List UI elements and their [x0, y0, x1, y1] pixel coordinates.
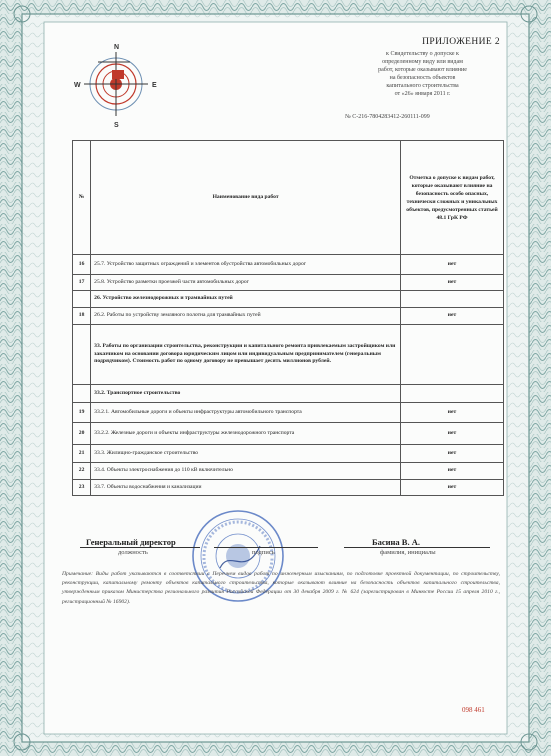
- works-table: [72, 140, 504, 496]
- column-header-number: №: [73, 141, 91, 255]
- row-number: [73, 385, 91, 403]
- table-row: [73, 308, 504, 325]
- row-mark: [401, 385, 504, 403]
- table-row: [73, 275, 504, 291]
- signer-position: Генеральный директор: [86, 537, 176, 547]
- row-number: 17: [73, 275, 91, 291]
- table-row: [73, 403, 504, 423]
- row-text: 33.3. Жилищно-гражданское строительство: [91, 445, 401, 463]
- row-text: 25.7. Устройство защитных ограждений и элементов обустройства автомобильных дорог: [91, 255, 401, 275]
- section-heading: 33. Работы по организации строительства, реконструкции и капитального ремонта привлекаемым застройщиком или заказчиком на основании договора юридическим лицом или индивидуальным предпринимателем (генеральным подрядчиком). Стоимость работ по одному договору не превышает десять миллионов рублей.: [91, 325, 401, 385]
- logo-letter-n: N: [114, 44, 120, 51]
- row-mark: нет: [401, 463, 504, 480]
- row-mark: нет: [401, 403, 504, 423]
- row-mark: [401, 291, 504, 308]
- table-row: [73, 423, 504, 445]
- logo-letter-s: S: [114, 122, 119, 129]
- appendix-note-line: от «26» января 2011 г.: [394, 91, 451, 97]
- table-row: [73, 463, 504, 480]
- signer-name-caption: фамилия, инициалы: [380, 549, 436, 556]
- row-mark: нет: [401, 308, 504, 325]
- table-row: [73, 480, 504, 496]
- table-row: [73, 255, 504, 275]
- appendix-note-line: работ, которые оказывают влияние: [378, 67, 467, 73]
- row-number: 18: [73, 308, 91, 325]
- signature-rule: [214, 547, 318, 548]
- signer-name-rule: [344, 547, 490, 548]
- compass-logo: [68, 40, 164, 130]
- row-number: [73, 325, 91, 385]
- appendix-note-line: определенному виду или видам: [382, 59, 463, 65]
- certificate-number: № С-216-7804283412-260111-099: [345, 114, 430, 120]
- row-number: 22: [73, 463, 91, 480]
- appendix-note: [345, 50, 500, 98]
- table-row: [73, 385, 504, 403]
- row-text: 33.4. Объекты электроснабжения до 110 кВ включительно: [91, 463, 401, 480]
- signer-name: Басина В. А.: [372, 537, 420, 547]
- section-heading: 33.2. Транспортное строительство: [91, 385, 401, 403]
- row-text: 33.7. Объекты водоснабжения и канализации: [91, 480, 401, 496]
- appendix-note-line: к Свидетельству о допуске к: [386, 51, 459, 57]
- row-text: 25.8. Устройство разметки проезжей части автомобильных дорог: [91, 275, 401, 291]
- signature-caption: подпись: [252, 549, 275, 556]
- table-row: [73, 325, 504, 385]
- row-text: 33.2.2. Железные дороги и объекты инфраструктуры железнодорожного транспорта: [91, 423, 401, 445]
- appendix-heading: ПРИЛОЖЕНИЕ 2: [422, 37, 500, 47]
- logo-letter-w: W: [74, 82, 81, 89]
- table-row: [73, 291, 504, 308]
- footnote: Примечание: Виды работ указываются в соответствии с Перечнем видов работ по инженерным изысканиям, по подготовке проектной документации, по строительству, реконструкции, капитальному ремонту объектов капитального строительства, которые оказывают влияние на безопасность объектов капитального строительства, утвержденным приказом Министерства регионального развития Российской Федерации от 30 декабря 2009 г. № 624 (зарегистрирован в Минюсте России 15 апреля 2010 г., регистрационный № 16902).: [62, 571, 500, 605]
- row-number: 21: [73, 445, 91, 463]
- signer-position-caption: должность: [118, 549, 148, 556]
- serial-number: 098 461: [462, 706, 485, 714]
- signer-position-rule: [80, 547, 200, 548]
- appendix-note-line: на безопасность объектов: [389, 75, 456, 81]
- row-text: 26.2. Работы по устройству земляного полотна для трамвайных путей: [91, 308, 401, 325]
- row-number: 20: [73, 423, 91, 445]
- section-heading: 26. Устройство железнодорожных и трамвайных путей: [91, 291, 401, 308]
- logo-letter-e: E: [152, 82, 157, 89]
- table-row: [73, 445, 504, 463]
- row-text: 33.2.1. Автомобильные дороги и объекты инфраструктуры автомобильного транспорта: [91, 403, 401, 423]
- row-number: [73, 291, 91, 308]
- row-number: 16: [73, 255, 91, 275]
- appendix-note-line: капитального строительства: [386, 83, 459, 89]
- row-mark: нет: [401, 275, 504, 291]
- row-mark: нет: [401, 480, 504, 496]
- row-mark: нет: [401, 423, 504, 445]
- row-mark: нет: [401, 255, 504, 275]
- column-header-mark: Отметка о допуске к видам работ, которые оказывают влияние на безопасность особо опасных, технически сложных и уникальных объектов, предусмотренных статьей 48.1 ГрК РФ: [401, 141, 504, 255]
- row-mark: нет: [401, 445, 504, 463]
- column-header-name: Наименование вида работ: [91, 141, 401, 255]
- row-number: 19: [73, 403, 91, 423]
- row-mark: [401, 325, 504, 385]
- row-number: 23: [73, 480, 91, 496]
